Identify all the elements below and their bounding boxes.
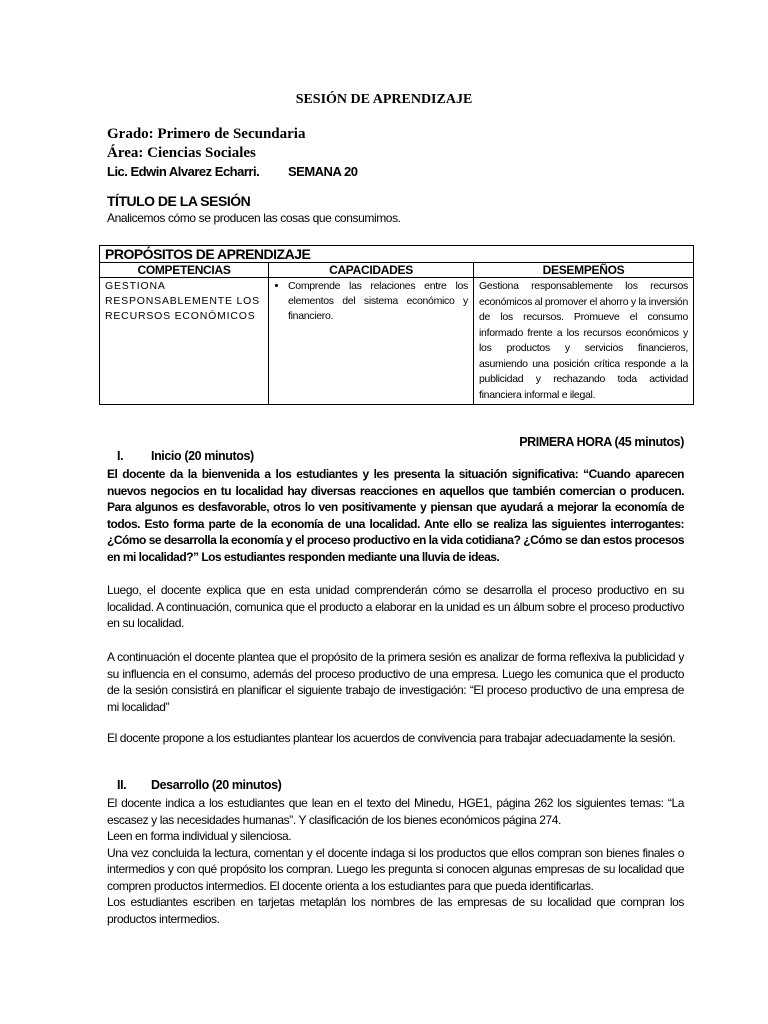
paragraph: Los estudiantes escriben en tarjetas metaplán los nombres de las empresas de su localidad que compran los productos intermedios. [107,895,684,926]
capacidad-cell [269,278,474,405]
section-number: I. [117,449,124,463]
column-desempenos: DESEMPEÑOS [474,263,694,278]
section-heading-text: Inicio (20 minutos) [151,449,254,463]
capacidad-item: • Comprende las relaciones entre los elementos del sistema económico y financiero. [288,279,468,324]
document-title: SESIÓN DE APRENDIZAJE [295,92,473,107]
section-heading-text: Desarrollo (20 minutos) [151,778,282,792]
first-hour-label: PRIMERA HORA (45 minutos) [519,435,684,449]
paragraph: Luego, el docente explica que en esta unidad comprenderán cómo se desarrolla el proceso productivo en su localidad. A continuación, comunica que el producto a elaborar en la unidad es un álbum sobre el proceso productivo en su localidad. [107,583,684,630]
paragraph: El docente propone a los estudiantes plantear los acuerdos de convivencia para trabajar adecuadamente la sesión. [107,731,676,745]
grade-line: Grado: Primero de Secundaria [107,126,306,142]
area-line: Área: Ciencias Sociales [107,145,256,161]
session-title-text: Analicemos cómo se producen las cosas que consumimos. [107,211,401,225]
competencia-cell: GESTIONA RESPONSABLEMENTE LOS RECURSOS ECONÓMICOS [100,278,269,405]
section-number: II. [117,778,127,792]
teacher-name: Lic. Edwin Alvarez Echarri. [107,164,260,179]
week-label: SEMANA 20 [288,164,358,179]
situation-paragraph: El docente da la bienvenida a los estudiantes y les presenta la situación significativa: “Cuando aparecen nuevos negocios en tu localidad hay diversas reacciones en aquellos que también comercian o producen. Para algunos es desfavorable, otros lo ven positivamente y piensan que ayudará a mejorar la economía de todos. Esto forma parte de la economía de una localidad. Ante ello se realiza las siguientes interrogantes: ¿Cómo se desarrolla la economía y el proceso productivo en la vida cotidiana? ¿Cómo se dan estos procesos en mi localidad?” Los estudiantes responden mediante una lluvia de ideas. [107,467,684,564]
column-competencias: COMPETENCIAS [100,263,269,278]
purposes-title: PROPÓSITOS DE APRENDIZAJE [100,246,694,263]
learning-purposes-table [99,245,694,405]
desarrollo-body [107,795,684,927]
section-inicio-heading [117,449,254,463]
column-capacidades: CAPACIDADES [269,263,474,278]
session-title-label: TÍTULO DE LA SESIÓN [107,193,251,209]
desempeno-cell: Gestiona responsablemente los recursos económicos al promover el ahorro y la inversión de los recursos. Promueve el consumo informado frente a los recursos económicos y los productos y servicios financieros, asumiendo una posición crítica responde a la publicidad y rechazando toda actividad financiera informal e ilegal. [474,278,694,405]
paragraph: Leen en forma individual y silenciosa. [107,829,292,843]
paragraph: Una vez concluida la lectura, comentan y el docente indaga si los productos que ellos compran son bienes finales o intermedios y con qué propósito los compran. Luego les pregunta si conocen algunas empresas de su localidad que compren productos intermedios. El docente orienta a los estudiantes para que pueda identificarlas. [107,845,684,893]
paragraph: A continuación el docente plantea que el propósito de la primera sesión es analizar de forma reflexiva la publicidad y su influencia en el consumo, además del proceso productivo de una empresa. Luego les comunica que el producto de la sesión consistirá en planificar el siguiente trabajo de investigación: “El proceso productivo de una empresa de mi localidad” [107,650,684,714]
paragraph: El docente indica a los estudiantes que lean en el texto del Minedu, HGE1, página 262 los siguientes temas: “La escasez y las necesidades humanas”. Y clasificación de los bienes económicos página 274. [107,796,684,827]
section-desarrollo-heading [117,778,281,792]
